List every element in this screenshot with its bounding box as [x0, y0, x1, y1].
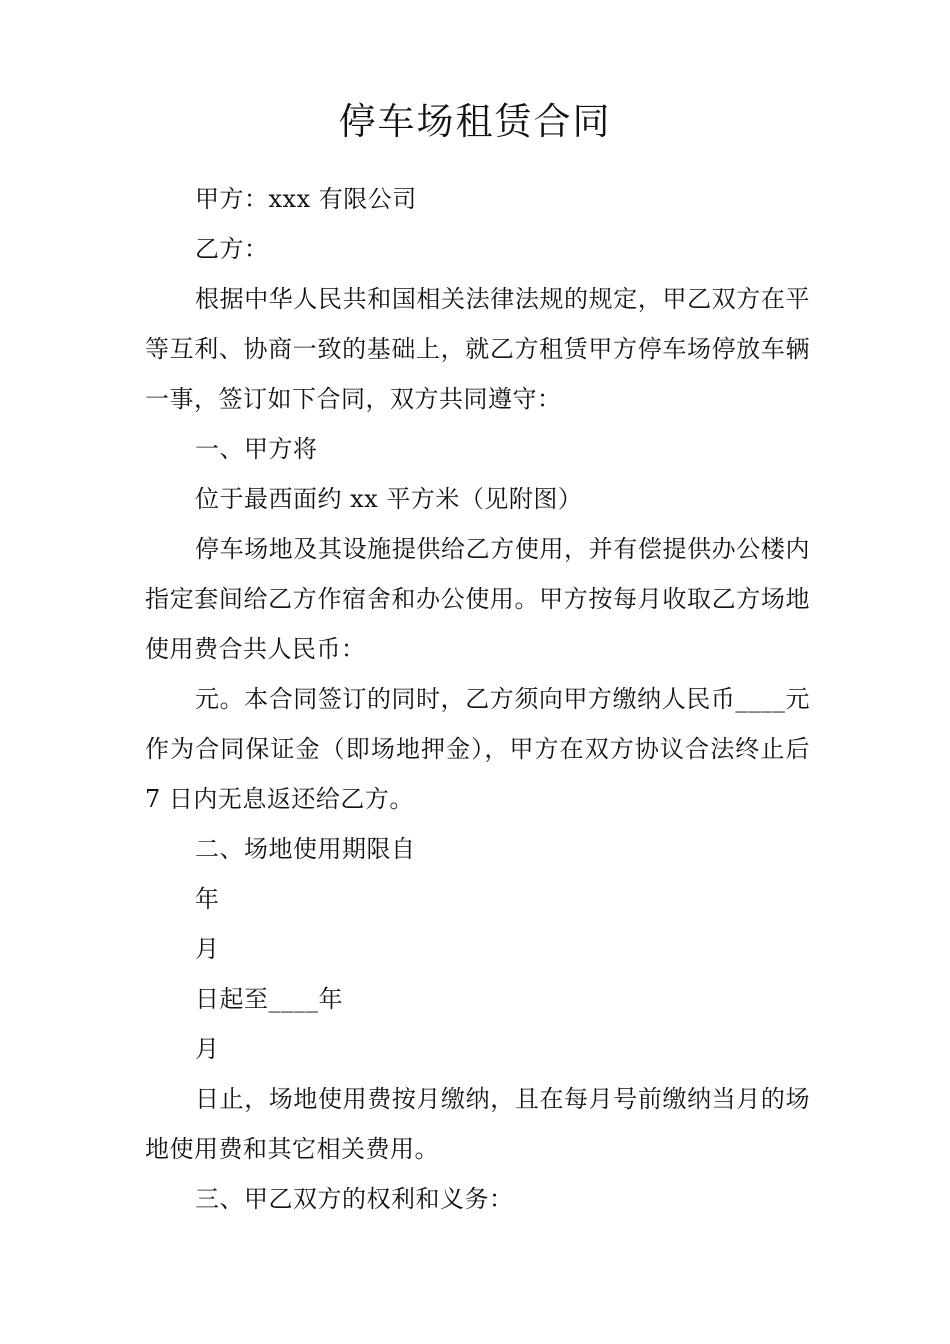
- clause-1-location: 位于最西面约 xx 平方米（见附图）: [195, 485, 583, 513]
- term-end-month-line: 月: [195, 1035, 220, 1063]
- clause-1-paragraph: 停车场地及其设施提供给乙方使用，并有偿提供办公楼内指定套间给乙方作宿舍和办公使用。甲方按每月收取乙方场地使用费合共人民币：: [145, 535, 810, 663]
- clause-1-heading: 一、甲方将: [195, 435, 318, 463]
- term-month-line: 月: [195, 935, 220, 963]
- party-a-line: 甲方：xxx 有限公司: [195, 185, 417, 213]
- payment-paragraph: 日止，场地使用费按月缴纳，且在每月号前缴纳当月的场地使用费和其它相关费用。: [145, 1085, 810, 1163]
- clause-2-heading: 二、场地使用期限自: [195, 835, 416, 863]
- preamble-paragraph: 根据中华人民共和国相关法律法规的规定，甲乙双方在平等互利、协商一致的基础上，就乙方租赁甲方停车场停放车辆一事，签订如下合同，双方共同遵守：: [145, 285, 810, 413]
- party-b-line: 乙方：: [195, 235, 269, 263]
- term-end-line: 日起至____年: [195, 985, 343, 1013]
- document-title: 停车场租赁合同: [338, 100, 612, 143]
- clause-3-heading: 三、甲乙双方的权利和义务：: [195, 1185, 514, 1213]
- term-year-line: 年: [195, 885, 220, 913]
- deposit-paragraph: 元。本合同签订的同时，乙方须向甲方缴纳人民币____元作为合同保证金（即场地押金），甲方在双方协议合法终止后 7 日内无息返还给乙方。: [145, 685, 810, 813]
- document-body: [145, 174, 810, 1224]
